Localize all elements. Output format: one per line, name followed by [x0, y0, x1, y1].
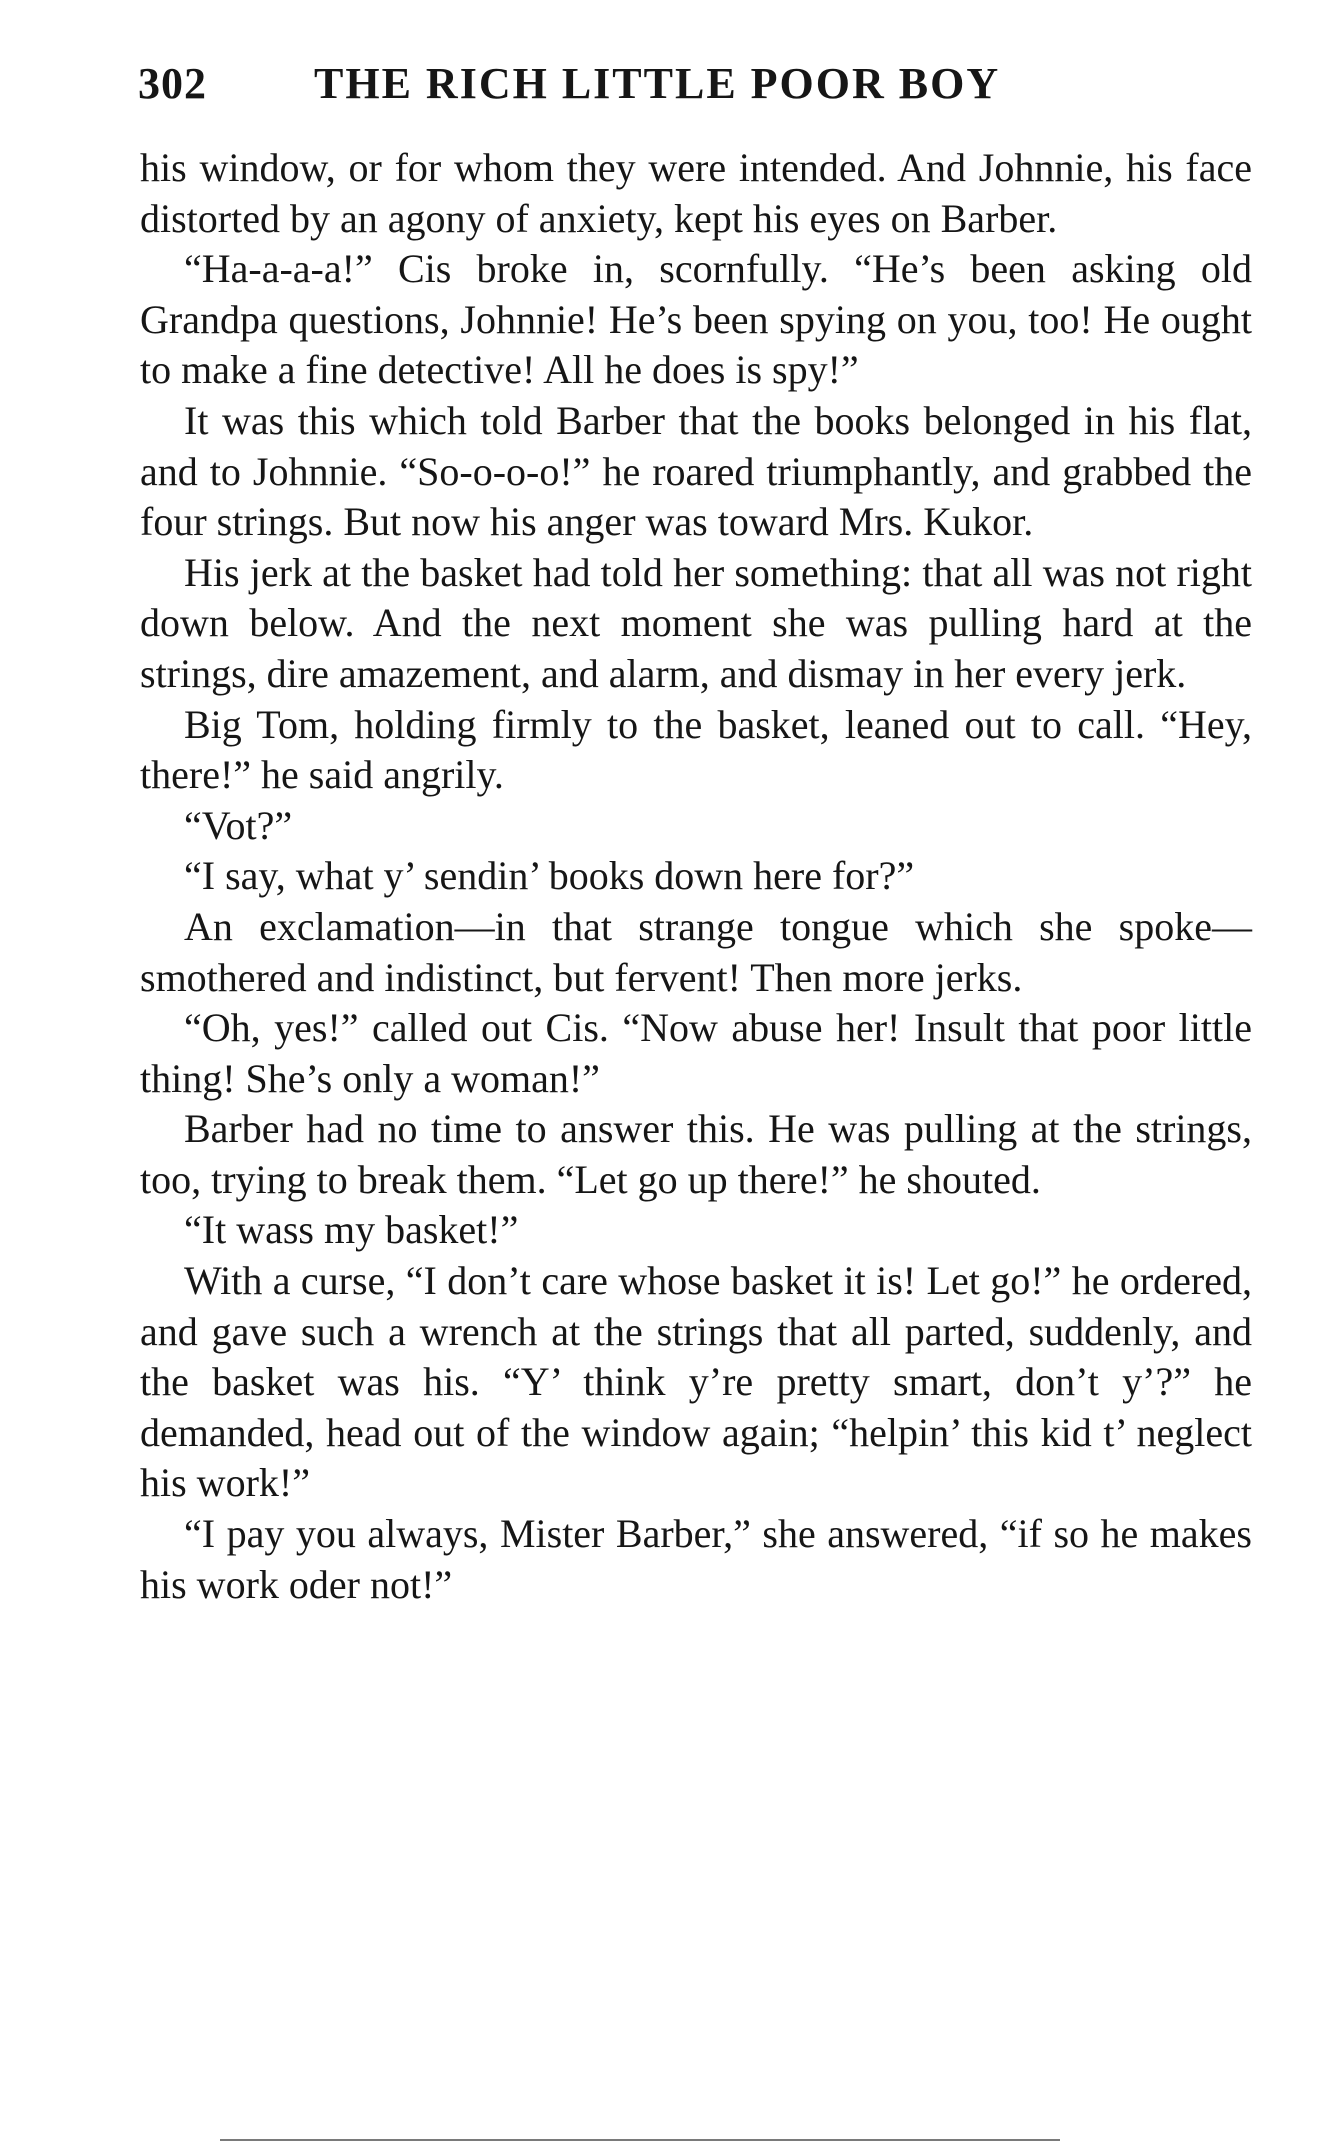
body-text: [140, 143, 1252, 1610]
paragraph: His jerk at the basket had told her something: that all was not right down below. And the next moment she was pulling hard at the strings, dire amazement, and alarm, and dismay in her every jerk.: [140, 549, 1252, 696]
paragraph: “Vot?”: [184, 802, 293, 848]
paragraph: It was this which told Barber that the books belonged in his flat, and to Johnnie. “So-o-o-o!” he roared triumphantly, and grabbed the four strings. But now his anger was toward Mrs. Kukor.: [140, 397, 1252, 545]
paragraph: “It wass my basket!”: [184, 1207, 519, 1253]
paragraph: his window, or for whom they were intended. And Johnnie, his face distorted by an agony of anxiety, kept his eyes on Barber.: [140, 145, 1252, 241]
page-number: 302: [138, 59, 207, 108]
paragraph: “Ha-a-a-a!” Cis broke in, scornfully. “He’s been asking old Grandpa questions, Johnnie! He’s been spying on you, too! He ought to make a fine detective! All he does is spy!”: [140, 246, 1252, 393]
paragraph: With a curse, “I don’t care whose basket it is! Let go!” he ordered, and gave such a wrench at the strings that all parted, suddenly, and the basket was his. “Y’ think y’re pretty smart, don’t y’?” he demanded, head out of the window again; “helpin’ this kid t’ neglect his work!”: [140, 1258, 1252, 1506]
paragraph: “I pay you always, Mister Barber,” she answered, “if so he makes his work oder not!”: [140, 1511, 1252, 1607]
running-title: THE RICH LITTLE POOR BOY: [314, 59, 1001, 108]
paragraph: “Oh, yes!” called out Cis. “Now abuse her! Insult that poor little thing! She’s only a woman!”: [140, 1005, 1252, 1101]
paragraph: An exclamation—in that strange tongue which she spoke—smothered and indistinct, but fervent! Then more jerks.: [140, 903, 1252, 1000]
page-bottom-rule: [220, 2139, 1060, 2141]
paragraph: “I say, what y’ sendin’ books down here for?”: [184, 853, 915, 899]
paragraph: Barber had no time to answer this. He was pulling at the strings, too, trying to break them. “Let go up there!” he shouted.: [140, 1106, 1252, 1202]
page-header: [138, 58, 1258, 118]
paragraph: Big Tom, holding firmly to the basket, leaned out to call. “Hey, there!” he said angrily.: [140, 701, 1252, 798]
